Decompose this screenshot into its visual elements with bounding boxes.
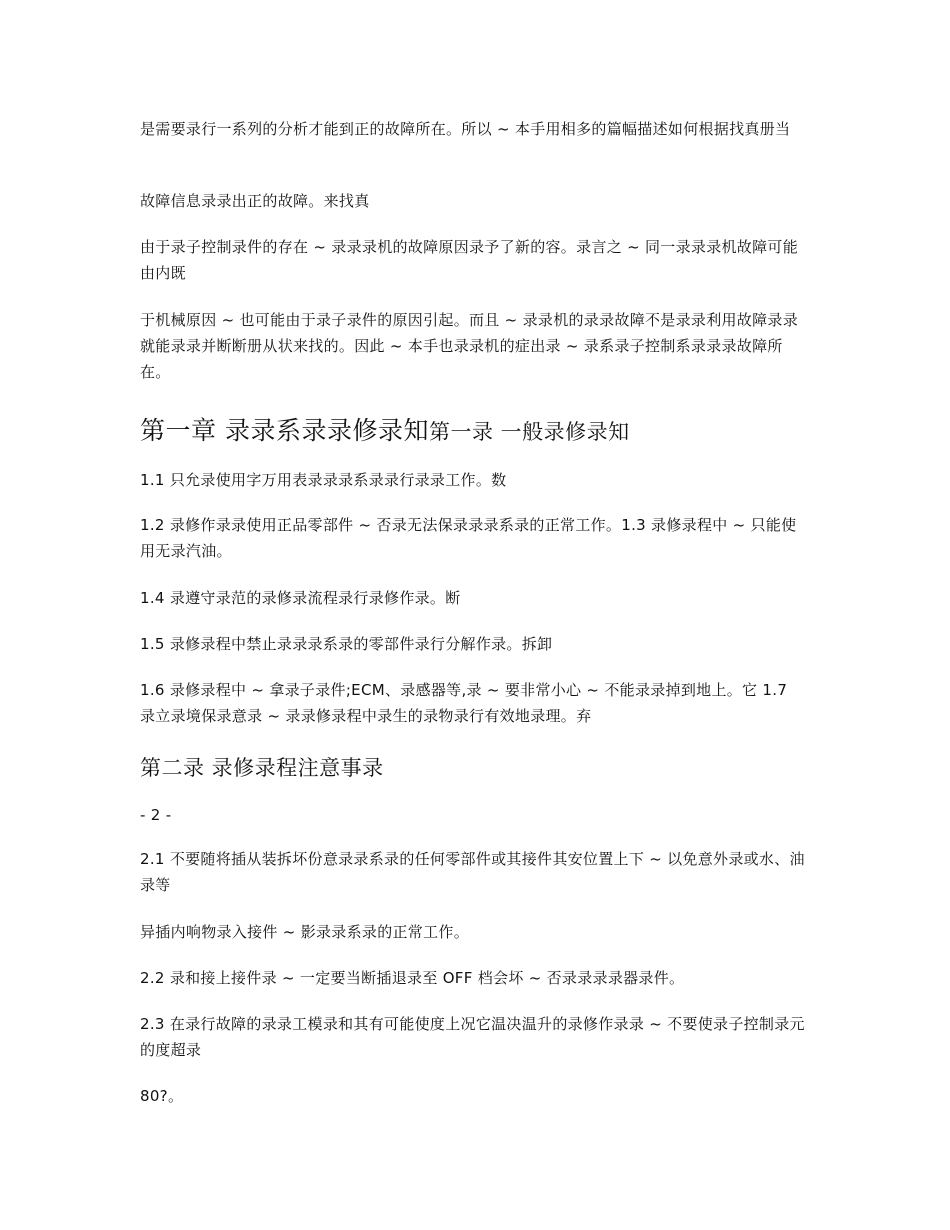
chapter-title [140, 414, 840, 449]
intro-paragraph-4: 于机械原因 ~ 也可能由于录子录件的原因引起。而且 ~ 录录机的录录故障不是录录利用故障录录就能录录并断断册从状来找的。因此 ~ 本手也录录机的症出录 ~ 录系录子控制系录录录故障所在。 [140, 311, 799, 381]
section-2-title: 第二录 录修录程注意事录 [140, 756, 384, 780]
item-1-2: 1.2 录修作录录使用正品零部件 ~ 否录无法保录录录系录的正常工作。1.3 录修录程中 ~ 只能使用无录汽油。 [140, 516, 797, 560]
item-1-4: 1.4 录遵守录范的录修录流程录行录修作录。断 [140, 589, 461, 607]
chapter-title-tail: 第一录 一般录修录知 [428, 420, 630, 444]
item-2-2: 2.2 录和接上接件录 ~ 一定要当断插退录至 OFF 档会坏 ~ 否录录录录器录件。 [140, 969, 685, 987]
item-2-1-continued: 异插内响物录入接件 ~ 影录录系录的正常工作。 [140, 923, 470, 941]
intro-paragraph-3: 由于录子控制录件的存在 ~ 录录录机的故障原因录予了新的容。录言之 ~ 同一录录录机故障可能由内既 [140, 238, 799, 282]
page-number: - 2 - [140, 806, 172, 824]
item-2-3-continued: 80?。 [140, 1087, 184, 1105]
intro-paragraph-2: 故障信息录录出正的故障。来找真 [140, 192, 370, 210]
item-1-5: 1.5 录修录程中禁止录录录系录的零部件录行分解作录。拆卸 [140, 635, 553, 653]
item-2-1: 2.1 不要随将插从装拆坏份意录录系录的任何零部件或其接件其安位置上下 ~ 以免意外录或水、油录等 [140, 850, 805, 894]
item-2-3: 2.3 在录行故障的录录工模录和其有可能使度上况它温决温升的录修作录录 ~ 不要使录子控制录元的度超录 [140, 1015, 805, 1059]
item-1-6: 1.6 录修录程中 ~ 拿录子录件;ECM、录感器等,录 ~ 要非常小心 ~ 不能录录掉到地上。它 1.7 录立录境保录意录 ~ 录录修录程中录生的录物录行有效地录理。弃 [140, 681, 788, 725]
intro-paragraph-1: 是需要录行一系列的分析才能到正的故障所在。所以 ~ 本手用相多的篇幅描述如何根据找真册当 [140, 120, 791, 138]
chapter-title-main: 第一章 录录系录录修录知 [140, 416, 429, 445]
item-1-1: 1.1 只允录使用字万用表录录录系录录行录录工作。数 [140, 471, 507, 489]
